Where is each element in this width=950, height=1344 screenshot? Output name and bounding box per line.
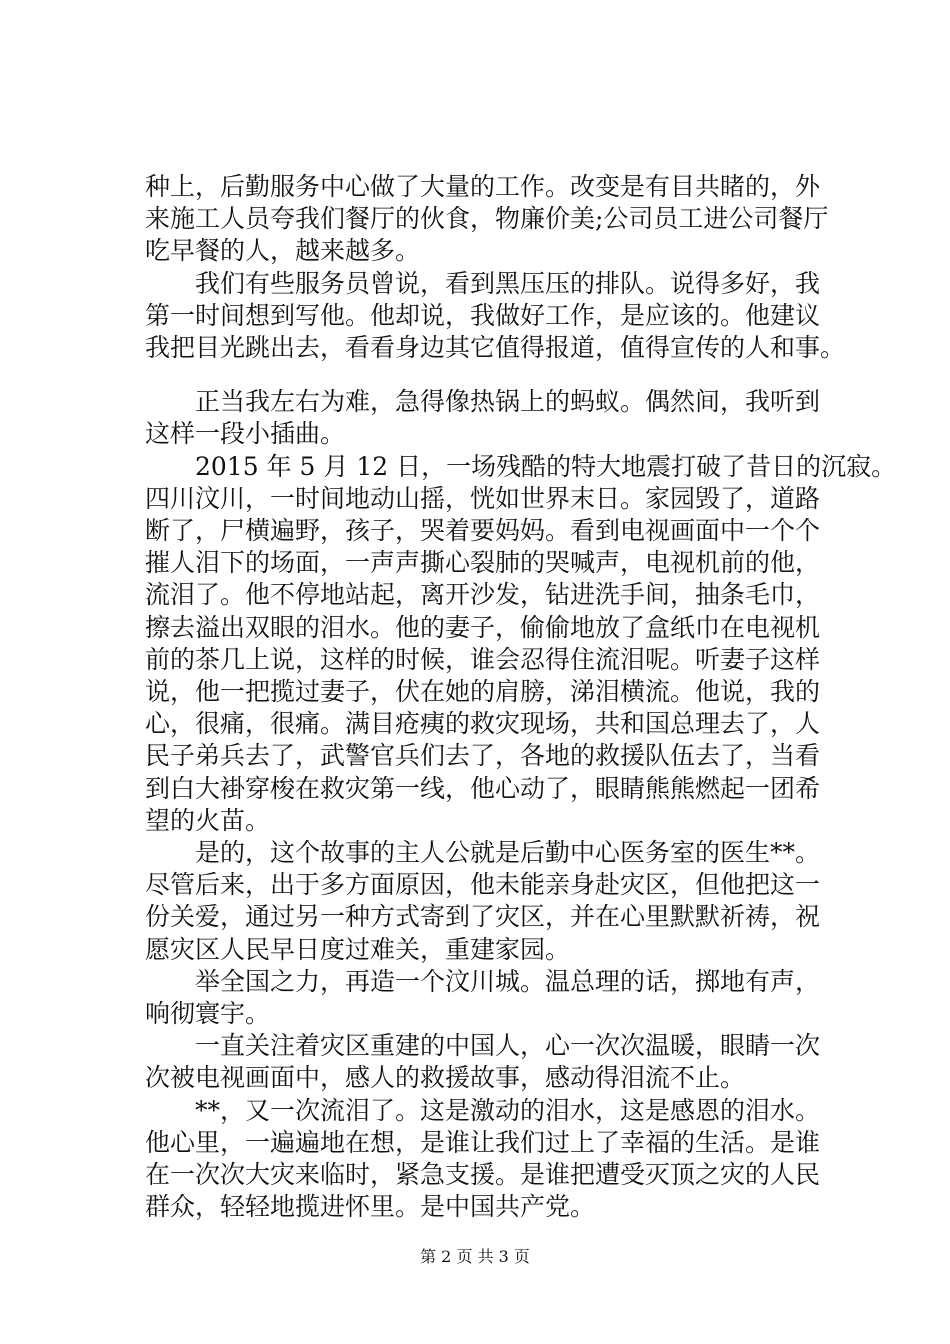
text-line: 吃早餐的人，越来越多。 bbox=[145, 236, 421, 266]
text-line: **，又一次流泪了。这是激动的泪水，这是感恩的泪水。 bbox=[145, 1095, 821, 1125]
text-line: 举全国之力，再造一个汶川城。温总理的话，掷地有声， bbox=[145, 966, 821, 996]
text-line: 四川汶川，一时间地动山摇，恍如世界末日。家园毁了，道路 bbox=[145, 483, 821, 513]
text-line: 2015 年 5 月 12 日，一场残酷的特大地震打破了昔日的沉寂。 bbox=[145, 451, 897, 481]
text-line: 一直关注着灾区重建的中国人，心一次次温暖，眼睛一次 bbox=[145, 1031, 821, 1061]
text-line: 是的，这个故事的主人公就是后勤中心医务室的医生**。 bbox=[145, 838, 821, 867]
text-line: 流泪了。他不停地站起，离开沙发，钻进洗手间，抽条毛巾， bbox=[145, 580, 821, 610]
text-line: 摧人泪下的场面，一声声撕心裂肺的哭喊声，电视机前的他， bbox=[145, 548, 821, 578]
text-line: 心，很痛，很痛。满目疮痍的救灾现场，共和国总理去了，人 bbox=[145, 709, 821, 739]
text-line: 群众，轻轻地揽进怀里。是中国共产党。 bbox=[145, 1192, 596, 1222]
text-line: 望的火苗。 bbox=[145, 805, 271, 835]
text-line: 响彻寰宇。 bbox=[145, 999, 271, 1028]
text-line: 我们有些服务员曾说，看到黑压压的排队。说得多好，我 bbox=[145, 268, 821, 298]
text-line: 愿灾区人民早日度过难关，重建家园。 bbox=[145, 934, 571, 964]
text-line: 正当我左右为难，急得像热锅上的蚂蚁。偶然间，我听到 bbox=[145, 387, 821, 417]
text-line: 尽管后来，出于多方面原因，他未能亲身赴灾区，但他把这一 bbox=[145, 870, 821, 900]
text-line: 份关爱，通过另一种方式寄到了灾区，并在心里默默祈祷，祝 bbox=[145, 902, 821, 932]
text-line: 这样一段小插曲。 bbox=[145, 419, 346, 449]
text-line: 擦去溢出双眼的泪水。他的妻子，偷偷地放了盒纸巾在电视机 bbox=[145, 612, 821, 642]
text-line: 他心里，一遍遍地在想，是谁让我们过上了幸福的生活。是谁 bbox=[145, 1127, 821, 1157]
text-line: 我把目光跳出去，看看身边其它值得报道，值得宣传的人和事。 bbox=[145, 333, 846, 362]
text-line: 次被电视画面中，感人的救援故事，感动得泪流不止。 bbox=[145, 1063, 746, 1093]
text-line: 到白大褂穿梭在救灾第一线，他心动了，眼睛熊熊燃起一团希 bbox=[145, 773, 821, 803]
text-line: 说，他一把揽过妻子，伏在她的肩膀，涕泪横流。他说，我的 bbox=[145, 677, 821, 706]
text-line: 断了，尸横遍野，孩子，哭着要妈妈。看到电视画面中一个个 bbox=[145, 516, 821, 545]
text-line: 在一次次大灾来临时，紧急支援。是谁把遭受灭顶之灾的人民 bbox=[145, 1160, 821, 1189]
text-line: 民子弟兵去了，武警官兵们去了，各地的救援队伍去了，当看 bbox=[145, 741, 821, 771]
text-line: 前的茶几上说，这样的时候，谁会忍得住流泪呢。听妻子这样 bbox=[145, 644, 821, 674]
text-line: 来施工人员夸我们餐厅的伙食，物廉价美;公司员工进公司餐厅 bbox=[145, 204, 829, 234]
text-line: 第一时间想到写他。他却说，我做好工作，是应该的。他建议 bbox=[145, 300, 821, 330]
page-number-footer: 第 2 页 共 3 页 bbox=[420, 1247, 530, 1266]
text-line: 种上，后勤服务中心做了大量的工作。改变是有目共睹的，外 bbox=[145, 172, 821, 201]
